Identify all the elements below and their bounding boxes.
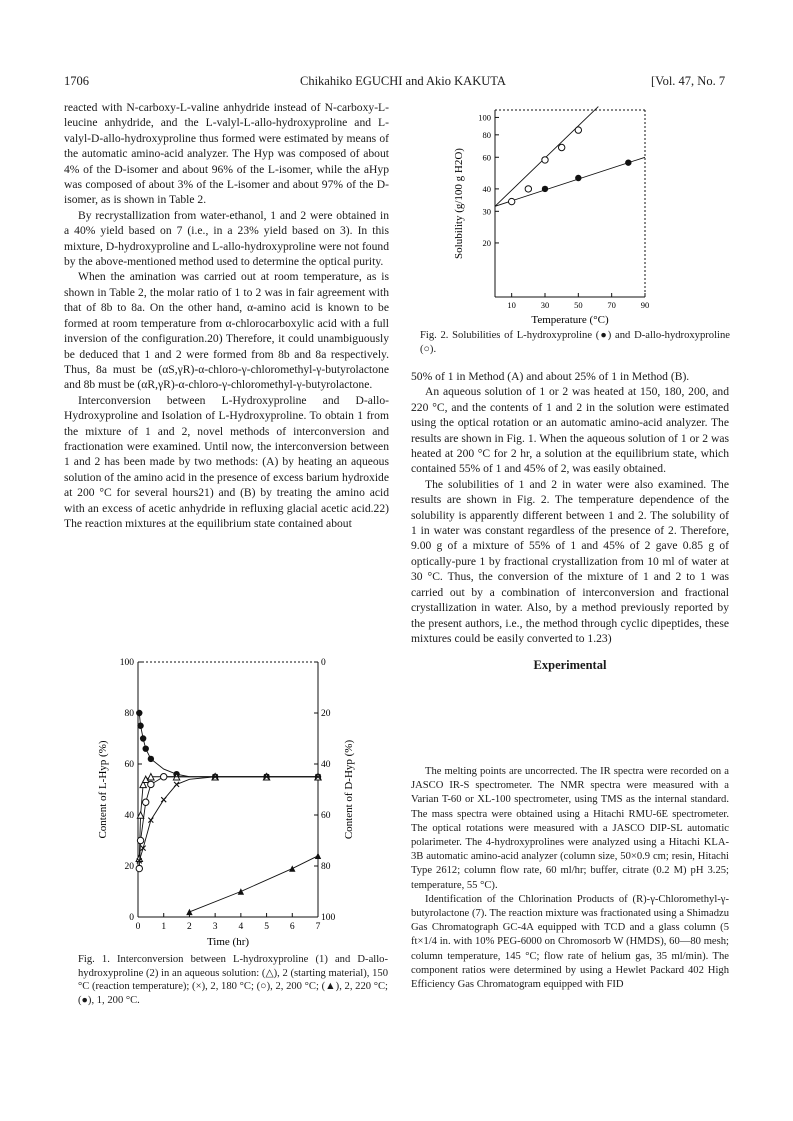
data-point — [137, 837, 143, 843]
data-point — [174, 782, 179, 787]
y-tick-label: 60 — [124, 760, 134, 770]
y-tick-label-right: 80 — [321, 862, 331, 872]
x-tick-label: 0 — [135, 922, 141, 932]
x-tick-label: 50 — [574, 300, 583, 310]
data-point — [558, 144, 564, 150]
figure-2-chart — [440, 102, 665, 327]
x-tick-label: 4 — [238, 922, 244, 932]
x-axis-label: Temperature (°C) — [531, 314, 609, 326]
series-line — [495, 157, 645, 206]
data-point — [508, 198, 514, 204]
paragraph: Interconversion between L-Hydroxyproline and D-allo-Hydroxyproline and Isolation of L-Hydroxyproline. To obtain 1 from the mixture of 1 and 2, novel methods of interconversion and fractionation were examined. Until now, the interconversion between 1 and 2 has been made by two methods: (A) by heating an aqueous solution of the amino acid in the presence of excess barium hydroxide at 200 °C for several hours21) and (B) by treating the amino acid with an excess of acetic anhydride in refluxing glacial acetic acid.22) The reaction mixtures at the equilibrium state contained about — [64, 393, 389, 530]
data-point — [141, 846, 146, 851]
paragraph: Identification of the Chlorination Products of (R)-γ-Chloromethyl-γ-butyrolactone (7). The reaction mixture was fractionated using a Shimadzu Gas Chromatograph GC-4A equipped with TCD and a glass column (5 ft×1/4 in. with 10% PEG-6000 on Chromosorb W (HMDS), 60—80 mesh; column temperature, 145 °C; flow rate of helium gas, 35 ml/min). The component ratios were determined by using a Hewlet Packard 402 High Efficiency Gas Chromatogram equipped with FID — [411, 893, 729, 991]
paragraph: By recrystallization from water-ethanol, 1 and 2 were obtained in a 40% yield based on 7 (i.e., in a 23% yield based on 3). In this mixture, D-hydroxyproline and L-allo-hydroxyproline were not found by the above-mentioned method used to determine the optical purity. — [64, 208, 389, 269]
series-line — [139, 777, 318, 859]
figure-1-caption: Fig. 1. Interconversion between L-hydroxyproline (1) and D-allo-hydroxyproline (2) in an aqueous solution: (△), 2 (starting material), 150 °C (reaction temperature); (×), 2, 180 °C; (○), 2, 200 °C; (▲), 2, 220 °C; (●), 1, 200 °C. — [78, 954, 388, 1006]
y-tick-label: 80 — [482, 129, 491, 140]
y-axis-label: Solubility (g/100 g H2O) — [453, 148, 465, 259]
x-tick-label: 1 — [161, 922, 167, 932]
x-tick-label: 70 — [607, 300, 616, 310]
y-tick-label: 100 — [478, 112, 491, 123]
series-line — [189, 856, 318, 912]
y-tick-label-right: 40 — [321, 760, 331, 770]
data-point — [238, 888, 244, 894]
data-point — [136, 865, 142, 871]
data-point — [148, 756, 154, 762]
paragraph: The melting points are uncorrected. The IR spectra were recorded on a JASCO IR-S spectrometer. The NMR spectra were measured with a Varian T-60 or XL-100 spectrometer, using TMS as the internal standard. The mass spectra were obtained using a Hitachi RMU-6E spectrometer. The optical rotations were measured with a JASCO DIP-SL automatic polarimeter. The 4-hydroxyprolines were analyzed using a Hitachi KLA-3B automatic amino-acid analyzer (column size, 50×0.9 cm; resin, Hitachi Type 2612; column flow rate, 60 ml/hr; buffer, citrate (0.2 M) pH 3.25; temperature, 55 °C). — [411, 766, 729, 891]
paragraph: An aqueous solution of 1 or 2 was heated at 150, 180, 200, and 220 °C, and the contents of 1 and 2 in the solution were estimated using the optical rotation or an automatic amino-acid analyzer. The results are shown in Fig. 1. When the aqueous solution of 1 or 2 was heated at 200 °C for 2 hr, a solution at the equilibrium state, which contained 55% of 1 and 45% of 2, was easily obtained. — [411, 385, 729, 476]
y-tick-label: 20 — [482, 237, 491, 248]
figure-1-chart — [90, 652, 370, 952]
series-line — [139, 713, 318, 777]
paragraph: 50% of 1 in Method (A) and about 25% of 1 in Method (B). — [411, 370, 690, 383]
experimental-section — [411, 765, 729, 992]
x-tick-label: 5 — [264, 922, 269, 932]
data-point — [161, 774, 167, 780]
data-point — [542, 186, 548, 192]
data-point — [143, 799, 149, 805]
x-tick-label: 6 — [289, 922, 295, 932]
data-point — [575, 127, 581, 133]
data-point — [136, 710, 142, 716]
x-tick-label: 7 — [315, 922, 321, 932]
paragraph: reacted with N-carboxy-L-valine anhydride instead of N-carboxy-L-leucine anhydride, and the L-valyl-L-allo-hydroxyproline and L-valyl-D-allo-hydroxyproline thus formed were estimated by means of the automatic amino-acid analyzer. The Hyp was composed of about 4% of the D-isomer and about 96% of the L-isomer, while the aHyp was composed of about 3% of the L-isomer and about 97% of the D-isomer, as is shown in Table 2. — [64, 101, 389, 207]
figure-2-caption: Fig. 2. Solubilities of L-hydroxyproline (●) and D-allo-hydroxyproline (○). — [420, 330, 730, 355]
y-tick-label-right: 60 — [321, 811, 331, 821]
data-point — [542, 157, 548, 163]
y-tick-label: 20 — [124, 862, 134, 872]
data-point — [289, 865, 295, 871]
left-column — [64, 100, 389, 531]
x-tick-label: 2 — [187, 922, 192, 932]
volume-info: [Vol. 47, No. 7 — [651, 74, 726, 88]
y-axis-label-right: Content of D-Hyp (%) — [343, 739, 355, 840]
x-axis-label: Time (hr) — [206, 936, 250, 948]
y-tick-label: 40 — [124, 811, 134, 821]
y-tick-label-right: 0 — [321, 658, 326, 668]
x-tick-label: 3 — [212, 922, 218, 932]
data-point — [315, 853, 321, 859]
data-point — [625, 159, 631, 165]
data-point — [143, 746, 149, 752]
y-tick-label: 100 — [119, 658, 134, 668]
data-point — [525, 186, 531, 192]
right-column — [411, 369, 729, 682]
data-point — [137, 723, 143, 729]
data-point — [148, 781, 154, 787]
data-point — [575, 175, 581, 181]
data-point — [161, 797, 166, 802]
data-point — [186, 909, 192, 915]
y-tick-label: 0 — [129, 913, 134, 923]
paragraph: When the amination was carried out at room temperature, as is shown in Table 2, the molar ratio of 1 to 2 was in fair agreement with that of 8b to 8a. On the other hand, α-amino acid is known to be formed at room temperature from α-chlorocarboxylic acid with a full inversion of the configuration.20) Therefore, it could unambiguously be deduced that 1 and 2 were formed from 8b and 8a respectively. Thus, 8a must be (αS,γR)-α-chloro-γ-chloromethyl-γ-butyrolactone and 8b must be (αR,γR)-α-chloro-γ-chloromethyl-γ-butyrolactone. — [64, 270, 389, 392]
y-tick-label: 30 — [482, 206, 491, 217]
series-line — [139, 777, 189, 869]
y-tick-label: 80 — [124, 709, 134, 719]
paragraph: The solubilities of 1 and 2 in water were also examined. The results are shown in Fig. 2. The temperature dependence of the solubility is apparently different between 1 and 2. The solubility of 1 in water was constant regardless of the presence of 2. Therefore, 9.00 g of a mixture of 55% of 1 and 45% of 2 gave 0.85 g of optically-pure 1 by fractional crystallization from 10 ml of water at 30 °C. Thus, the conversion of the mixture of 1 and 2 to 1 was carried out by a combination of interconversion and fractional crystallization in water. Also, by a method previously reported by the present authors, i.e., the method through cyclic dipeptides, these mixtures could be easily converted to 1.23) — [411, 477, 729, 645]
data-point — [148, 818, 153, 823]
x-tick-label: 30 — [540, 300, 550, 310]
page-number: 1706 — [64, 74, 89, 88]
section-heading: Experimental — [533, 658, 607, 673]
running-authors: Chikahiko EGUCHI and Akio KAKUTA — [300, 74, 506, 88]
y-tick-label: 60 — [482, 152, 491, 163]
x-tick-label: 90 — [640, 300, 650, 310]
x-tick-label: 10 — [507, 300, 516, 310]
y-tick-label: 40 — [482, 183, 491, 194]
data-point — [140, 735, 146, 741]
series-line — [139, 777, 318, 861]
y-tick-label-right: 20 — [321, 709, 331, 719]
y-tick-label-right: 100 — [321, 913, 336, 923]
y-axis-label-left: Content of L-Hyp (%) — [97, 740, 109, 839]
